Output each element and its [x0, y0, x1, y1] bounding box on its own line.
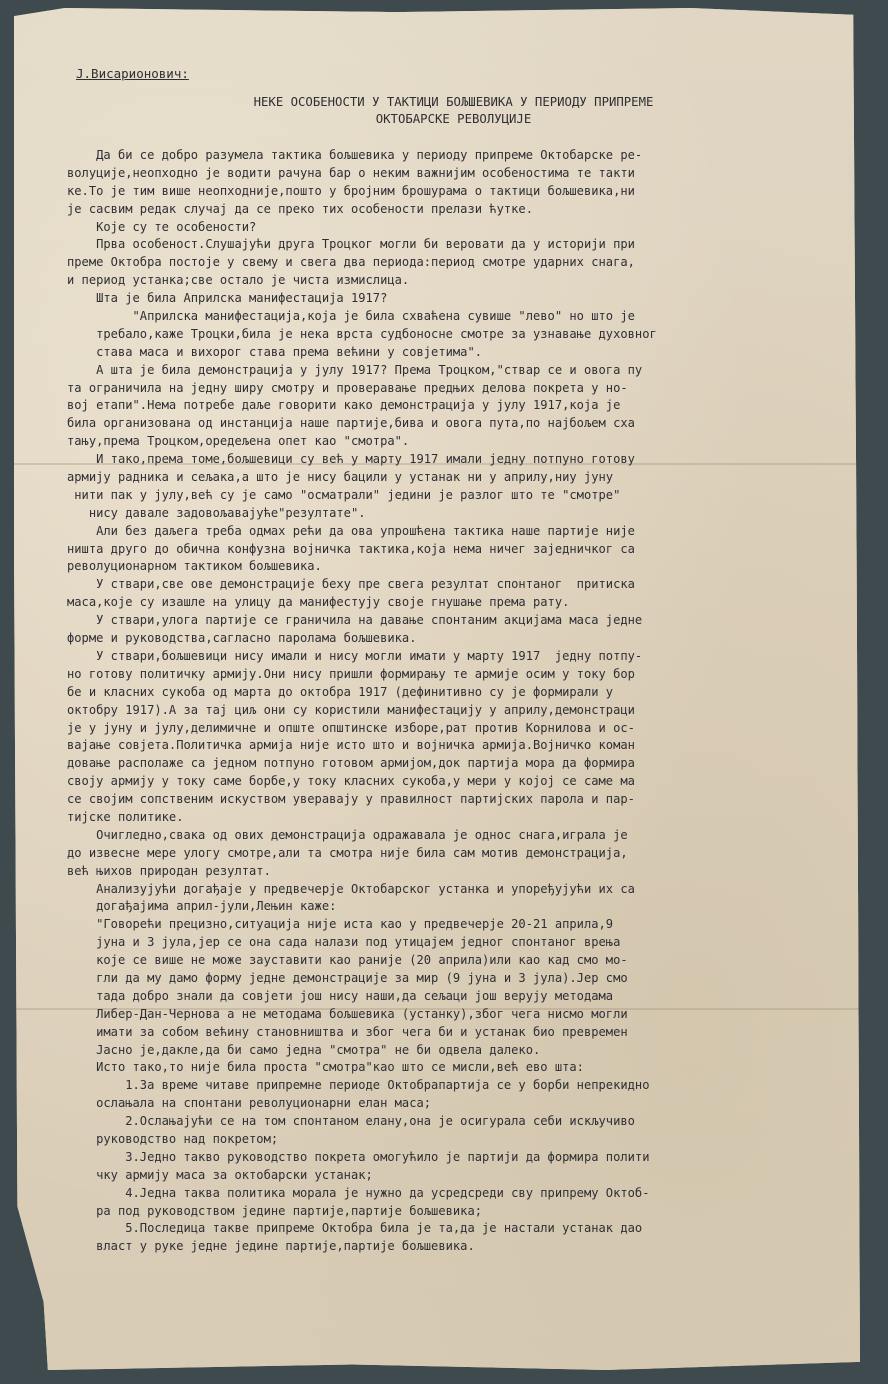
document-text-line: довање располаже са једном потпуно готовом армијом,док партија мора да формира	[67, 756, 635, 771]
document-text-line: тијске политике.	[67, 809, 184, 824]
document-text-line: та ограничила на једну ширу смотру и проверавање предњих делова покрета у но-	[67, 380, 628, 395]
document-text-line: Очигледно,свака од ових демонстрација одражавала је однос снага,играла је	[67, 827, 628, 842]
document-text-line: октобру 1917).А за тај циљ они су користили манифестацију у априлу,демонстраци	[67, 702, 635, 717]
document-text-line: вајање совјета.Политичка армија није исто што и војничка армија.Војничко коман	[67, 738, 635, 753]
document-text-line: већ њихов природан резултат.	[67, 863, 271, 878]
document-text-line: била организована од инстанција наше партије,бива и овога пута,по најбољем сха	[67, 416, 635, 431]
document-text-line: маса,које су изашле на улицу да манифестују своје гнушање према рату.	[67, 595, 570, 610]
document-text-line: бе и класних сукоба од марта до октобра 1917 (дефинитивно су је формирали у	[67, 684, 614, 699]
document-text-line: Исто тако,то није била проста "смотра"као што се мисли,већ ево шта:	[67, 1060, 584, 1075]
document-text-line: Јасно је,дакле,да би само једна "смотра" не би одвела далеко.	[67, 1042, 541, 1057]
document-text-line: У ствари,улога партије се граничила на давање спонтаним акцијама маса једне	[67, 613, 643, 628]
document-text-line: Анализујући догађаје у предвечерје Октобарског устанка и упоређујући их са	[67, 881, 635, 896]
document-text-line: јуна и 3 јула,јер се она сада налази под утицајем једног спонтаног врења	[67, 935, 621, 950]
document-text-line: ослањала на спонтани револуционарни елан маса;	[67, 1096, 432, 1111]
document-text-line: и период устанка;све остало је чиста измислица.	[67, 273, 410, 288]
document-text-line: тада добро знали да совјети још нису наши,да сељаци још верују методама	[67, 988, 614, 1003]
document-title	[56, 94, 851, 128]
document-text-line: Али без даљега треба одмах рећи да ова упрошћена тактика наше партије није	[67, 523, 635, 538]
document-text-line: нити пак у јулу,већ су је само "осматрали" једини је разлог што те "смотре"	[67, 487, 621, 502]
document-text-line: нису давале задовољавајуће"резултате".	[67, 505, 366, 520]
document-title-line: НЕКЕ ОСОБЕНОСТИ У ТАКТИЦИ БОЉШЕВИКА У ПЕРИОДУ ПРИПРЕМЕ	[253, 95, 654, 109]
document-text-line: Прва особеност.Слушајући друга Троцког могли би веровати да у историји при	[67, 237, 635, 252]
document-text-line: имати за собом већину становништва и због чега би и устанак био превремен	[67, 1024, 628, 1039]
document-text-line: става маса и вихорог става према већини у совјетима".	[67, 344, 483, 359]
document-text-line: догађајима април-јули,Лењин каже:	[67, 899, 337, 914]
document-author: Ј.Висарионович:	[76, 66, 189, 81]
document-text-line: преме Октобра постоје у свему и свега два периода:период смотре ударних снага,	[67, 255, 635, 270]
document-text-line: 3.Једно такво руководство покрета омогућило је партији да формира полити	[67, 1149, 650, 1164]
document-text-line: но готову политичку армију.Они нису пришли формирању те армије осим у току бор	[67, 666, 635, 681]
document-text-line: А шта је била демонстрација у јулу 1917? Према Троцком,"ствар се и овога пу	[67, 362, 643, 377]
document-text-line: форме и руководства,сагласно паролама бољшевика.	[67, 631, 417, 646]
document-text-line: 1.За време читаве припремне периоде Октобрапартија се у борби непрекидно	[67, 1078, 650, 1093]
document-text-line: чку армију маса за октобарски устанак;	[67, 1167, 373, 1182]
document-text-line: које се више не може зауставити као раније (20 априла)или као кад смо мо-	[67, 953, 628, 968]
document-text-line: ништа друго до обична конфузна војничка тактика,која нема ничег заједничког са	[67, 541, 635, 556]
document-text-line: ра под руководством једине партије,партије бољшевика;	[67, 1203, 483, 1218]
document-text-line: се својим сопственим искуством уверавају у правилност партијских парола и пар-	[67, 792, 635, 807]
document-text-line: "Говорећи прецизно,ситуација није иста као у предвечерје 20-21 априла,9	[67, 917, 614, 932]
document-text-line: власт у руке једне једине партије,партије бољшевика.	[67, 1239, 475, 1254]
document-text-line: требало,каже Троцки,била је нека врста судбоносне смотре за узнавање духовног	[67, 326, 657, 341]
document-text-line: У ствари,све ове демонстрације беху пре свега резултат спонтаног притиска	[67, 577, 635, 592]
document-text-line: Да би се добро разумела тактика бољшевика у периоду припреме Октобарске ре-	[67, 148, 643, 162]
document-text-line: до извесне мере улогу смотре,али та смотра није била сам мотив демонстрација,	[67, 845, 628, 860]
document-text-line: гли да му дамо форму једне демонстрације за мир (9 јуна и 3 јула).Јер смо	[67, 970, 628, 985]
document-text-line: 4.Једна таква политика морала је нужно да усредсреди сву припрему Октоб-	[67, 1185, 650, 1200]
document-text-line: Које су те особености?	[67, 219, 257, 234]
document-text-line: армију радника и сељака,а што је нису бацили у устанак ни у априлу,ниу јуну	[67, 470, 614, 485]
document-text-line: је сасвим редак случај да се преко тих особености прелази ћутке.	[67, 201, 533, 216]
document-text-line: И тако,према томе,бољшевици су већ у марту 1917 имали једну потпуно готову	[67, 452, 635, 467]
document-body	[67, 147, 867, 1256]
document-text-line: руководство над покретом;	[67, 1131, 279, 1146]
document-text-line: волуције,неопходно је водити рачуна бар о неким важнијим особеностима те такти	[67, 165, 635, 180]
document-text-line: револуционарном тактиком бољшевика.	[67, 559, 322, 574]
document-text-line: "Априлска манифестација,која је била схваћена сувише "лево" но што је	[67, 309, 635, 324]
document-text-line: вој етапи".Нема потребе даље говорити како демонстрација у јулу 1917,која је	[67, 398, 621, 413]
document-text-line: тању,према Троцком,оредељена опет као "смотра".	[67, 434, 410, 449]
document-text-line: 2.Ослањајући се на том спонтаном елану,она је осигурала себи искључиво	[67, 1114, 635, 1129]
document-text-line: ке.То је тим више неопходније,пошто у бројним брошурама о тактици бољшевика,ни	[67, 183, 635, 198]
document-text-line: Либер-Дан-Чернова а не методама бољшевика (устанку),због чега нисмо могли	[67, 1006, 628, 1021]
document-text-line: Шта је била Априлска манифестација 1917?	[67, 291, 388, 306]
document-title-line: ОКТОБАРСКЕ РЕВОЛУЦИЈЕ	[375, 112, 532, 126]
document-text-line: 5.Последица такве припреме Октобра била је та,да је настали устанак дао	[67, 1221, 643, 1236]
document-text-line: своју армију у току саме борбе,у току класних сукоба,у мери у којој се саме ма	[67, 774, 635, 789]
document-text-line: је у јуну и јулу,делимичне и опште општинске изборе,рат против Корнилова и ос-	[67, 720, 635, 735]
document-text-line: У ствари,бољшевици нису имали и нису могли имати у марту 1917 једну потпу-	[67, 648, 643, 663]
